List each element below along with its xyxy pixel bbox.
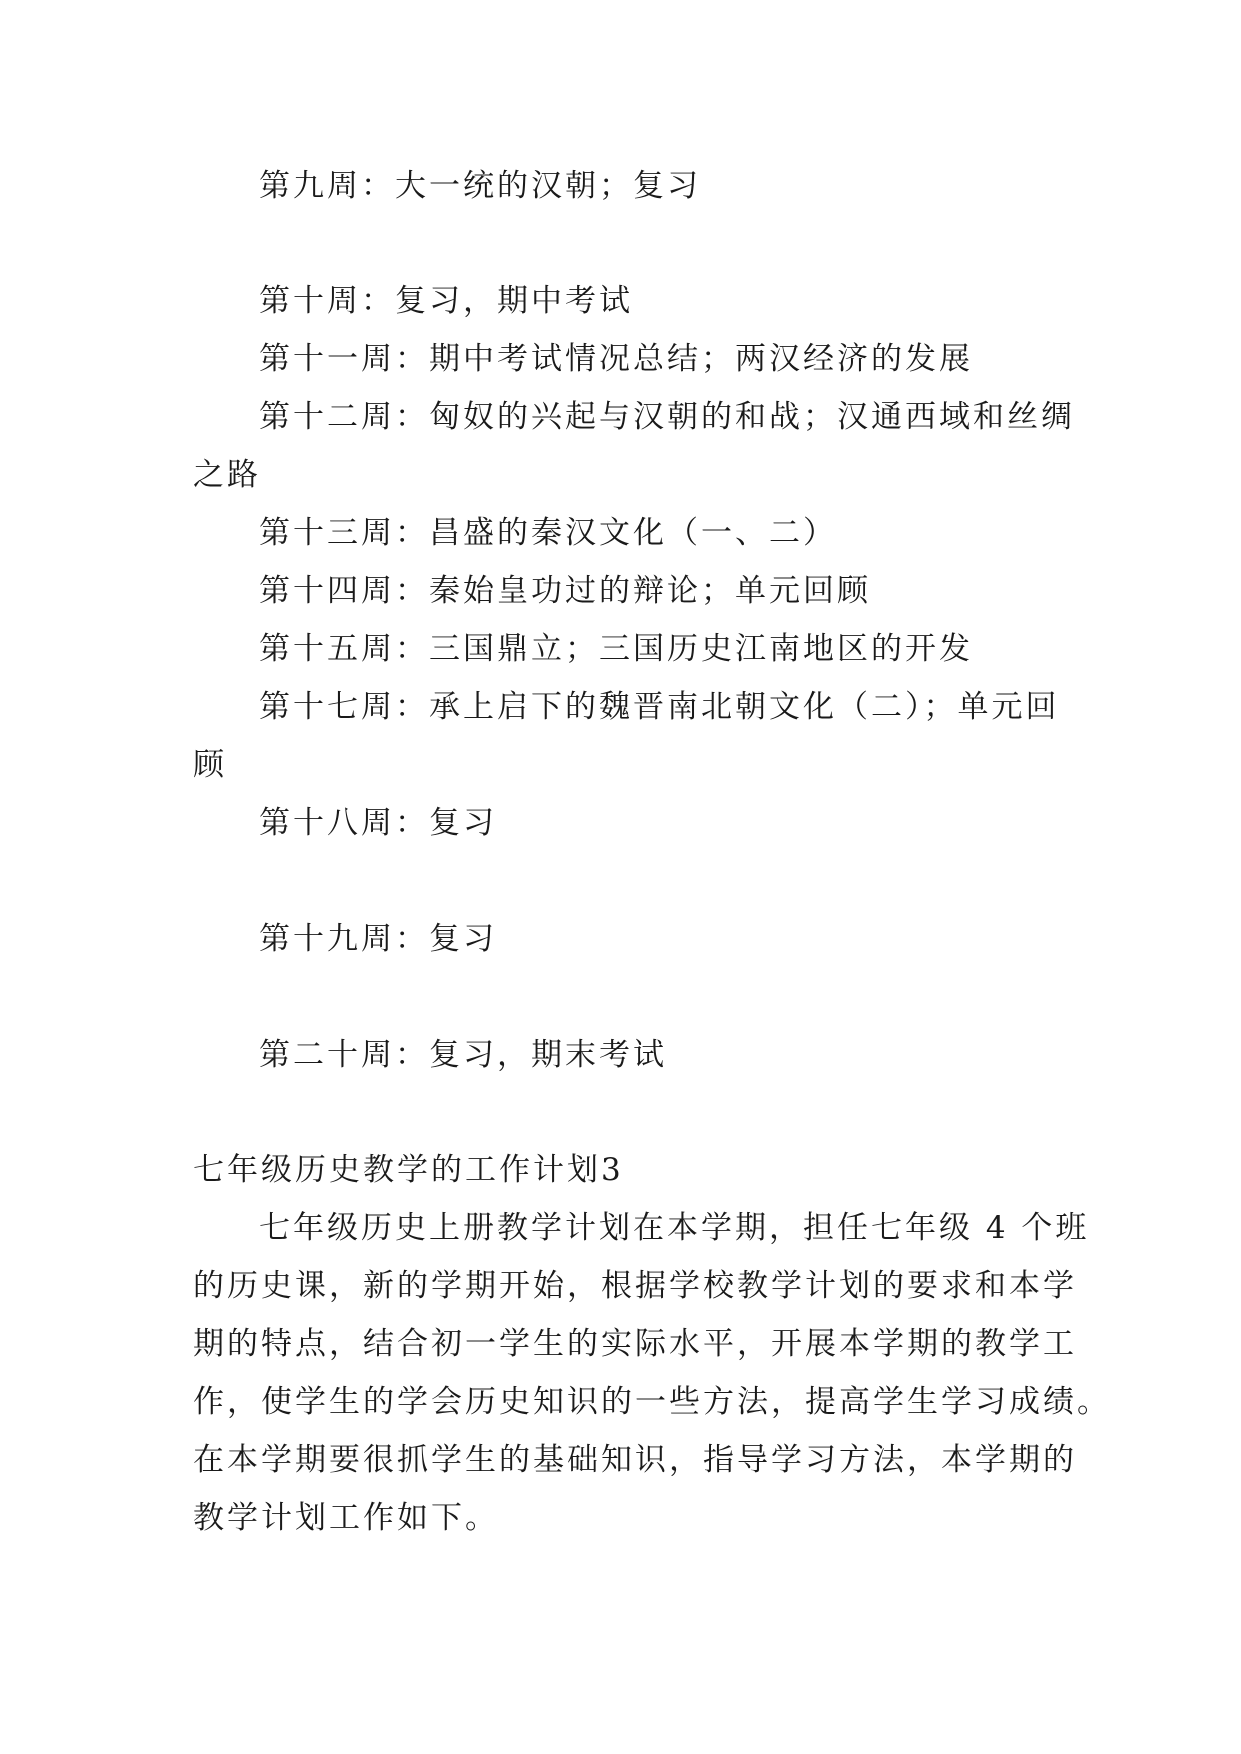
schedule-week-15: 第十五周：三国鼎立；三国历史江南地区的开发: [259, 631, 973, 667]
schedule-week-12-continued: 之路: [193, 457, 261, 493]
schedule-week-11: 第十一周：期中考试情况总结；两汉经济的发展: [259, 341, 973, 377]
schedule-week-9: 第九周：大一统的汉朝；复习: [259, 168, 701, 204]
section-heading: 七年级历史教学的工作计划3: [193, 1152, 624, 1188]
schedule-week-18: 第十八周：复习: [259, 805, 497, 841]
paragraph-line-6: 教学计划工作如下。: [193, 1500, 499, 1536]
schedule-week-10: 第十周：复习，期中考试: [259, 283, 633, 319]
paragraph-line-5: 在本学期要很抓学生的基础知识，指导学习方法，本学期的: [193, 1442, 1077, 1478]
schedule-week-19: 第十九周：复习: [259, 921, 497, 957]
paragraph-line-3: 期的特点，结合初一学生的实际水平，开展本学期的教学工: [193, 1326, 1077, 1362]
schedule-week-12: 第十二周：匈奴的兴起与汉朝的和战；汉通西域和丝绸: [259, 399, 1075, 435]
schedule-week-17: 第十七周：承上启下的魏晋南北朝文化（二）；单元回: [259, 689, 1060, 725]
paragraph-line-1: 七年级历史上册教学计划在本学期，担任七年级 4 个班: [259, 1210, 1090, 1246]
schedule-week-14: 第十四周：秦始皇功过的辩论；单元回顾: [259, 573, 871, 609]
schedule-week-20: 第二十周：复习，期末考试: [259, 1037, 667, 1073]
schedule-week-17-continued: 顾: [193, 747, 227, 783]
paragraph-line-2: 的历史课，新的学期开始，根据学校教学计划的要求和本学: [193, 1268, 1077, 1304]
paragraph-line-4: 作，使学生的学会历史知识的一些方法，提高学生学习成绩。: [193, 1384, 1111, 1420]
schedule-week-13: 第十三周：昌盛的秦汉文化（一、二）: [259, 515, 837, 551]
